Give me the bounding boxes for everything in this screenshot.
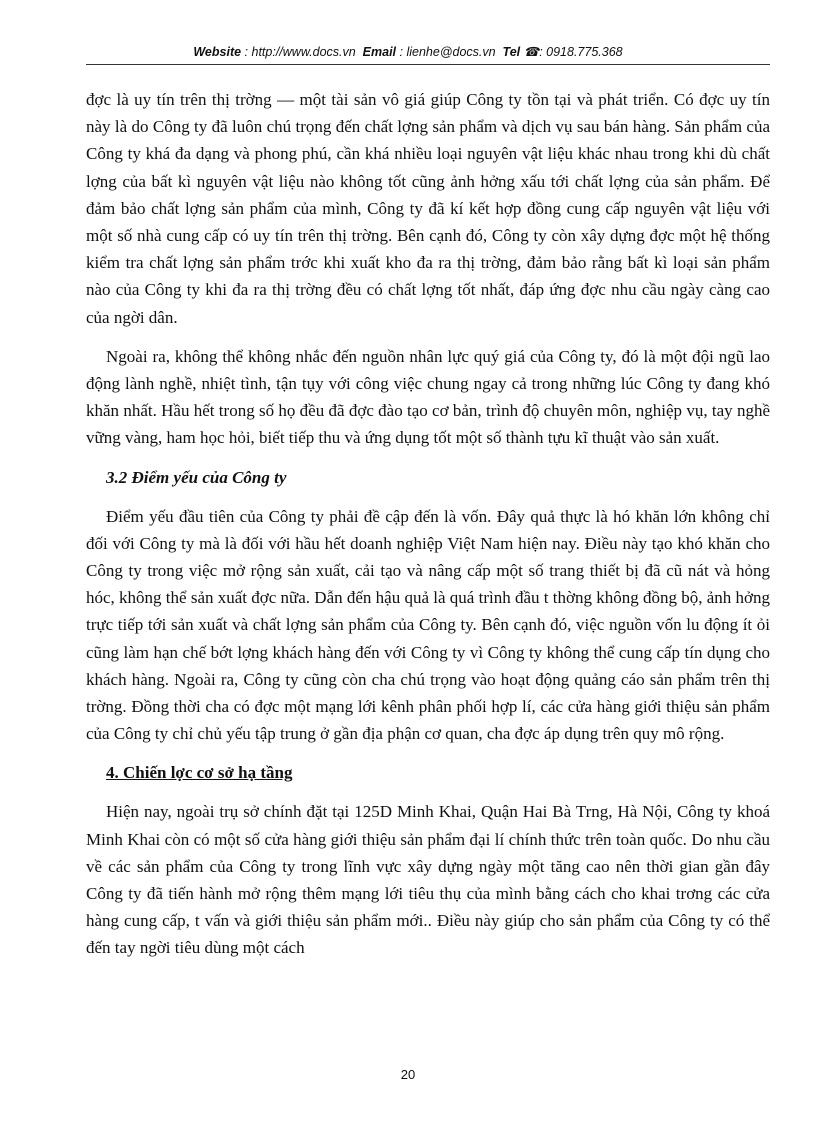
paragraph-reputation: đợc là uy tín trên thị trờng — một tài sản vô giá giúp Công ty tồn tại và phát triển. Có đợc uy tín này là do Công ty đã luôn chú trọng đến chất lợng sản phẩm và dịch vụ sau bán hàng. Sản phẩm của Công ty khá đa dạng và phong phú, cần khá nhiều loại nguyên vật liệu khác nhau trong khi dù chất lợng của bất kì nguyên vật liệu nào không tốt cũng ảnh hởng xấu tới chất lợng của sản phẩm. Để đảm bảo chất lợng sản phẩm của mình, Công ty đã kí kết hợp đồng cung cấp nguyên vật liệu với một số nhà cung cấp có uy tín trên thị trờng. Bên cạnh đó, Công ty còn xây dựng đợc một hệ thống kiểm tra chất lợng sản phẩm trớc khi xuất kho đa ra thị trờng, đảm bảo rằng bất kì loại sản phẩm nào của Công ty khi đa ra thị trờng đều có chất lợng tốt nhất, đáp ứng đợc nhu cầu ngày càng cao của ngời dân.	[86, 90, 770, 327]
heading-weakness: 3.2 Điểm yếu của Công ty	[106, 467, 287, 487]
email-label: Email	[362, 45, 397, 59]
website-url: : http://www.docs.vn	[244, 45, 356, 59]
header-divider	[86, 64, 770, 65]
page-header	[0, 44, 816, 59]
paragraph-weakness: Điểm yếu đầu tiên của Công ty phải đề cập đến là vốn. Đây quả thực là hó khăn lớn không chỉ đối với Công ty mà là đối với hầu hết doanh nghiệp Việt Nam hiện nay. Điều này tạo khó khăn cho Công ty trong việc mở rộng sản xuất, cải tạo và nâng cấp một số trang thiết bị đã cũ nát và hỏng hóc, không thể sản xuất đợc nữa. Dẫn đến hậu quả là quá trình đầu t thờng không đồng bộ, ảnh hởng trực tiếp tới sản xuất và chất lợng sản phẩm của Công ty. Bên cạnh đó, việc nguồn vốn lu động ít ỏi cũng làm hạn chế bớt lợng khách hàng đến với Công ty vì Công ty không thể cung cấp tín dụng cho khách hàng. Ngoài ra, Công ty cũng còn cha chú trọng vào hoạt động quảng cáo sản phẩm trên thị trờng. Đồng thời cha có đợc một mạng lới kênh phân phối hợp lí, các cửa hàng giới thiệu sản phẩm của Công ty chỉ chủ yếu tập trung ở gần địa phận cơ quan, cha đợc áp dụng trên quy mô rộng.	[86, 506, 770, 744]
website-label: Website	[193, 45, 242, 59]
document-body	[86, 86, 770, 974]
paragraph-infrastructure: Hiện nay, ngoài trụ sở chính đặt tại 125D Minh Khai, Quận Hai Bà Trng, Hà Nội, Công ty khoá Minh Khai còn có một số cửa hàng giới thiệu sản phẩm đại lí chính thức trên toàn quốc. Do nhu cầu về các sản phẩm của Công ty trong lĩnh vực xây dựng ngày một tăng cao nên thời gian gần đây Công ty đã tiến hành mở rộng thêm mạng lới tiêu thụ của mình bằng cách cho khai trơng các cửa hàng cung cấp, t vấn và giới thiệu sản phẩm mới.. Điều này giúp cho sản phẩm của Công ty có thể đến tay ngời tiêu dùng một cách	[86, 802, 770, 958]
paragraph-workforce: Ngoài ra, không thể không nhắc đến nguồn nhân lực quý giá của Công ty, đó là một đội ngũ lao động lành nghề, nhiệt tình, tận tụy với công việc chung ngay cả trong những lúc Công ty đang khó khăn nhất. Hầu hết trong số họ đều đã đợc đào tạo cơ bản, trình độ chuyên môn, nghiệp vụ, tay nghề vững vàng, ham học hỏi, biết tiếp thu và ứng dụng tốt một số thành tựu kĩ thuật vào sản xuất.	[86, 346, 770, 448]
page-number: 20	[400, 1067, 416, 1082]
tel-value: ☎: 0918.775.368	[523, 45, 623, 59]
tel-label: Tel	[502, 45, 521, 59]
email-value: : lienhe@docs.vn	[399, 45, 496, 59]
heading-infrastructure-strategy: 4. Chiến lợc cơ sở hạ tầng	[106, 763, 293, 783]
